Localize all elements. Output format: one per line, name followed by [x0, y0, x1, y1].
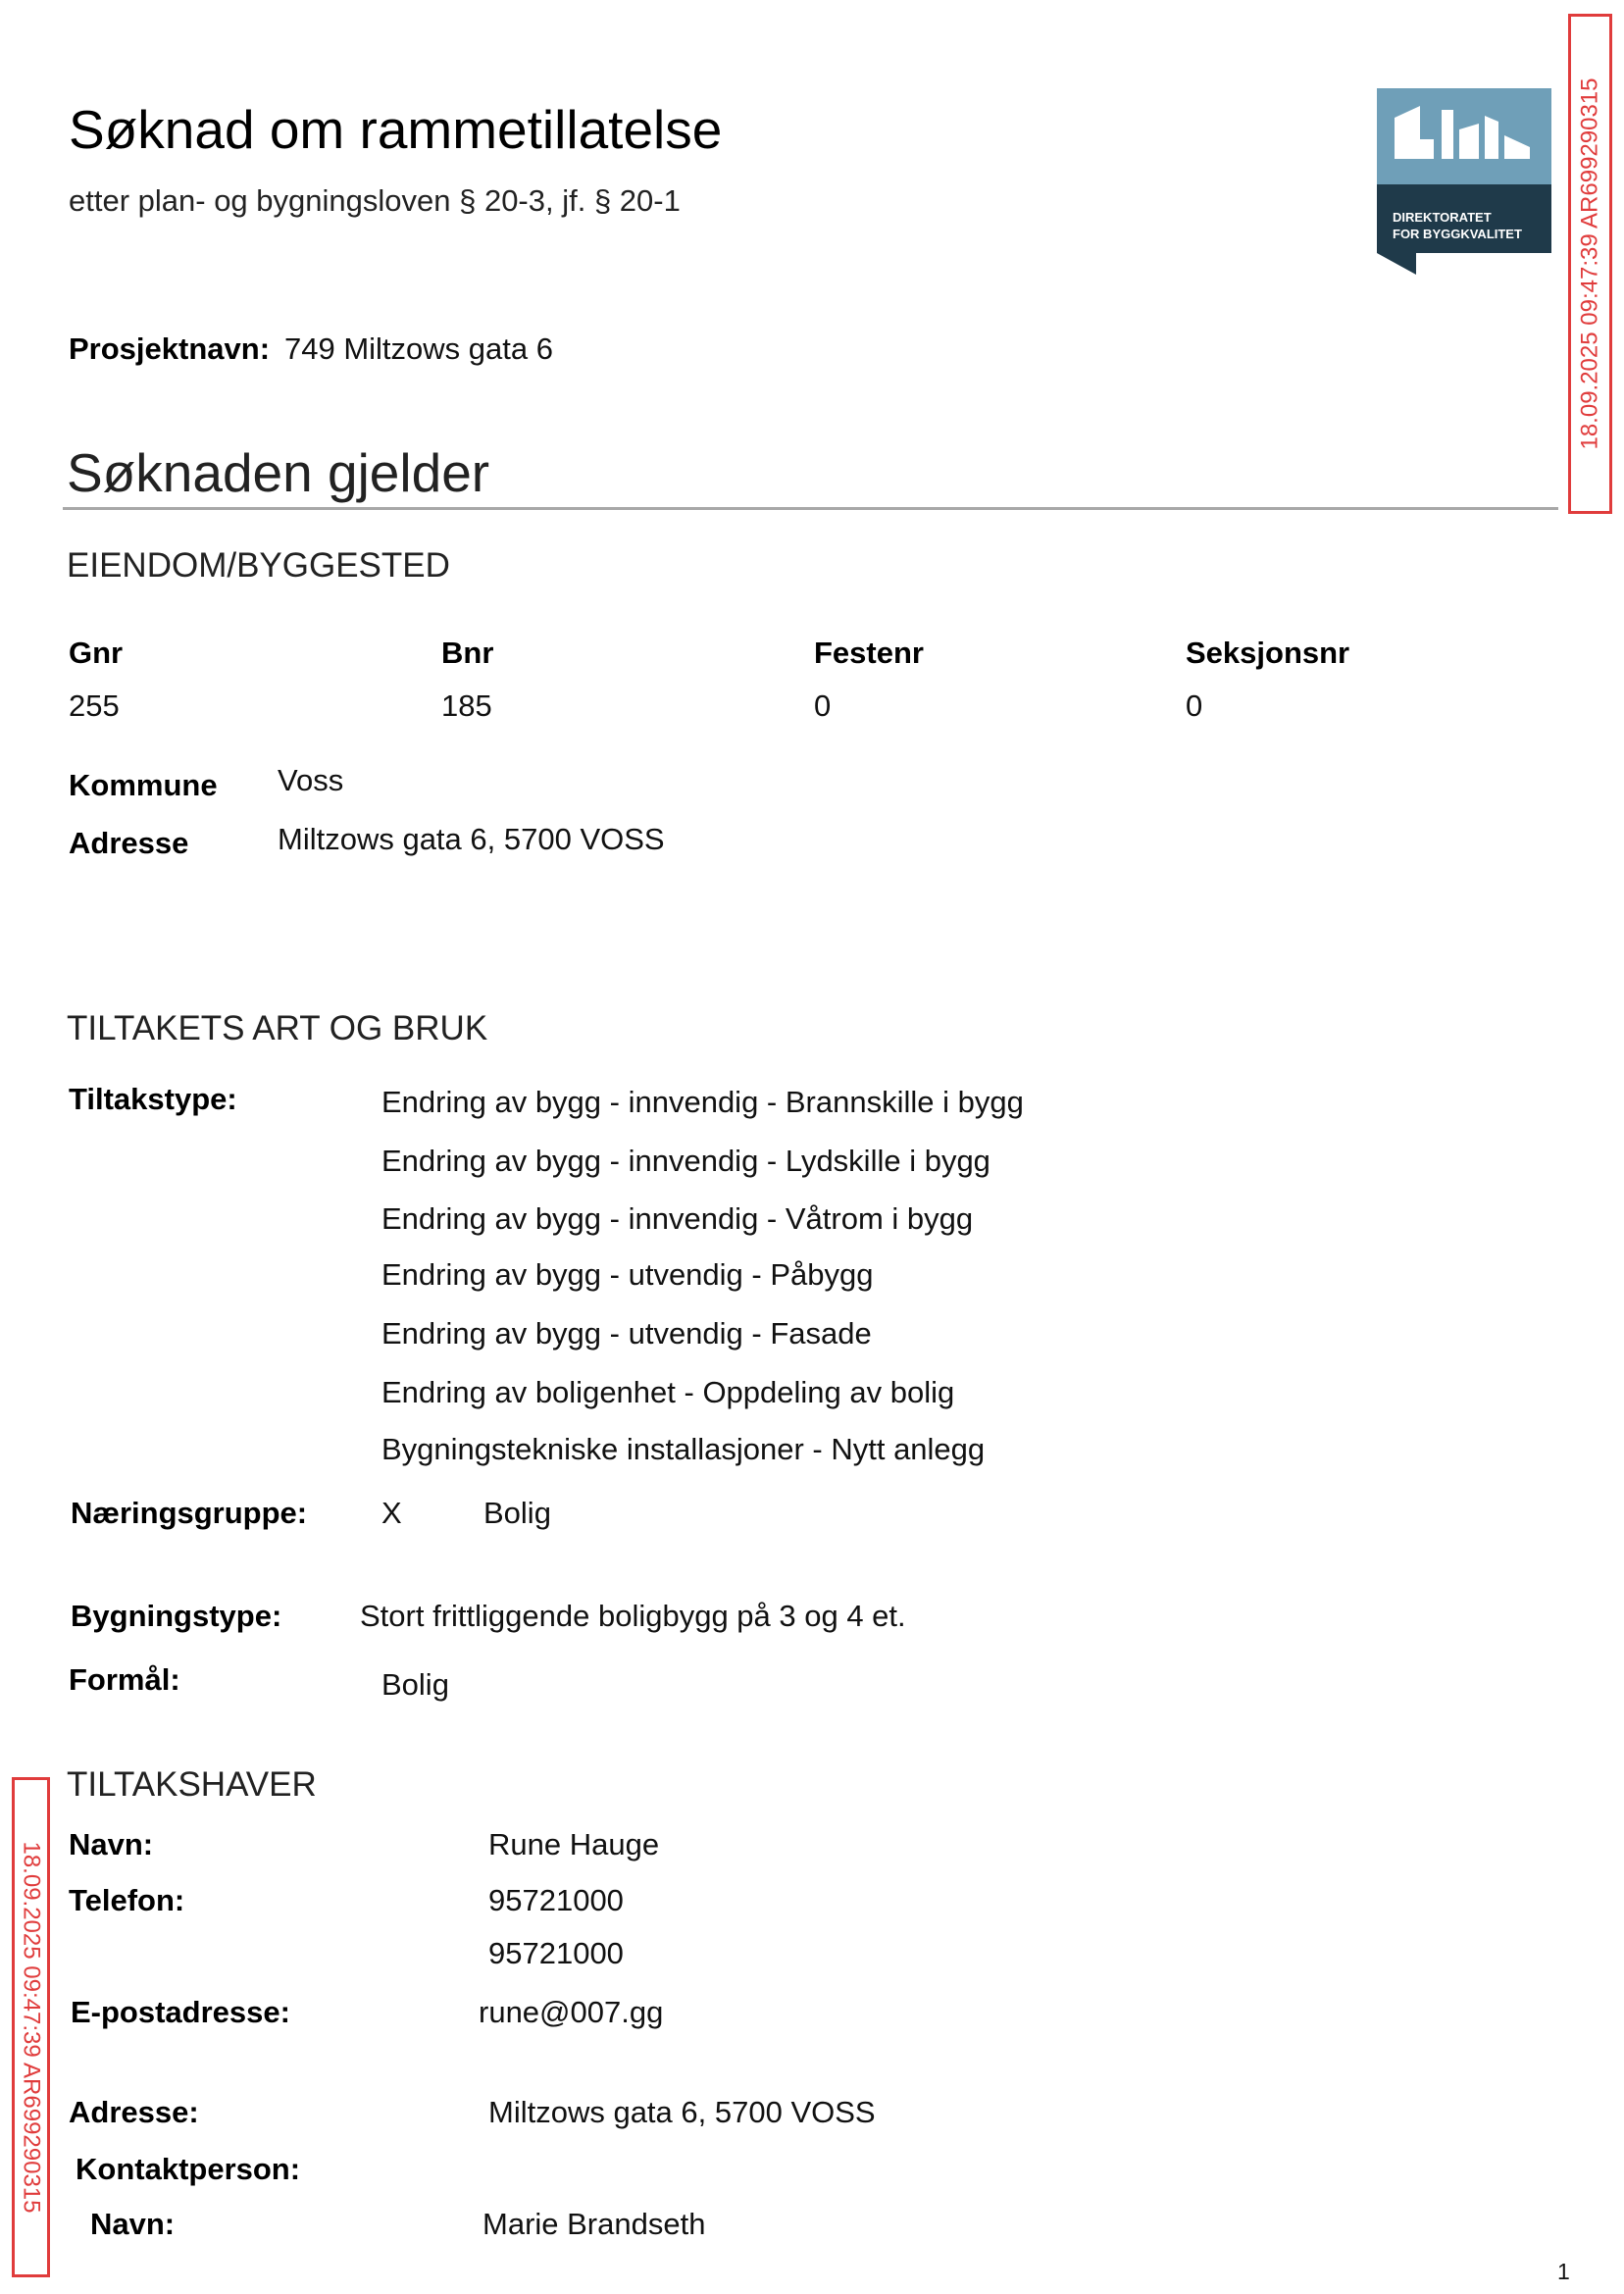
dibk-logo — [1377, 88, 1551, 275]
telefon-value-secondary: 95721000 — [488, 1936, 624, 1970]
receipt-stamp-bottom — [12, 1777, 50, 2277]
naeringsgruppe-code: X — [381, 1496, 402, 1530]
gnr-value: 255 — [69, 688, 120, 723]
tiltakshaver-adresse-label: Adresse: — [69, 2095, 199, 2129]
tiltakstype-item: Endring av bygg - innvendig - Lydskille i bygg — [381, 1144, 990, 1178]
tiltak-heading: TILTAKETS ART OG BRUK — [67, 1009, 488, 1047]
adresse-label: Adresse — [69, 826, 189, 860]
tiltakshaver-heading: TILTAKSHAVER — [67, 1765, 317, 1804]
tiltakshaver-adresse-value: Miltzows gata 6, 5700 VOSS — [488, 2095, 876, 2129]
gnr-label: Gnr — [69, 636, 124, 670]
receipt-stamp-text: 18.09.2025 09:47:39 AR699290315 — [1576, 77, 1603, 450]
bygningstype-value: Stort frittliggende boligbygg på 3 og 4 et. — [360, 1599, 906, 1633]
seksjonsnr-label: Seksjonsnr — [1186, 636, 1350, 670]
svg-text:DIREKTORATET: DIREKTORATET — [1393, 210, 1492, 225]
project-name-label: Prosjektnavn: — [69, 331, 271, 366]
telefon-label: Telefon: — [69, 1883, 185, 1917]
tiltakshaver-navn-value: Rune Hauge — [488, 1827, 660, 1861]
tiltakstype-item: Endring av boligenhet - Oppdeling av bolig — [381, 1375, 955, 1409]
bygningstype-label: Bygningstype: — [71, 1599, 282, 1633]
adresse-value: Miltzows gata 6, 5700 VOSS — [278, 822, 665, 856]
tiltakstype-item: Endring av bygg - innvendig - Brannskille i bygg — [381, 1085, 1024, 1119]
dibk-logo-icon — [1377, 88, 1551, 275]
formal-value: Bolig — [381, 1667, 449, 1702]
receipt-stamp-bottom-text: 18.09.2025 09:47:39 AR699290315 — [18, 1841, 45, 2214]
telefon-value: 95721000 — [488, 1883, 624, 1917]
tiltakstype-item: Endring av bygg - innvendig - Våtrom i bygg — [381, 1201, 974, 1236]
festenr-label: Festenr — [814, 636, 924, 670]
document-subtitle: etter plan- og bygningsloven § 20-3, jf. § 20-1 — [69, 183, 681, 218]
tiltakshaver-navn-label: Navn: — [69, 1827, 154, 1861]
eiendom-heading: EIENDOM/BYGGESTED — [67, 546, 450, 585]
tiltakstype-item: Endring av bygg - utvendig - Fasade — [381, 1316, 872, 1351]
svg-text:FOR BYGGKVALITET: FOR BYGGKVALITET — [1393, 227, 1522, 241]
bnr-label: Bnr — [441, 636, 494, 670]
naeringsgruppe-value: Bolig — [483, 1496, 551, 1530]
naeringsgruppe-label: Næringsgruppe: — [71, 1496, 308, 1530]
epost-value: rune@007.gg — [479, 1995, 664, 2029]
seksjonsnr-value: 0 — [1186, 688, 1203, 723]
section-title: Søknaden gjelder — [67, 442, 490, 503]
receipt-stamp — [1568, 14, 1612, 514]
kontaktperson-navn-value: Marie Brandseth — [482, 2207, 706, 2241]
tiltakstype-item: Endring av bygg - utvendig - Påbygg — [381, 1257, 874, 1292]
section-divider — [63, 507, 1558, 510]
formal-label: Formål: — [69, 1662, 180, 1697]
festenr-value: 0 — [814, 688, 832, 723]
page-number: 1 — [1557, 2259, 1570, 2284]
document-title: Søknad om rammetillatelse — [69, 99, 723, 160]
kommune-value: Voss — [278, 763, 344, 797]
kontaktperson-label: Kontaktperson: — [76, 2152, 301, 2186]
bnr-value: 185 — [441, 688, 492, 723]
epost-label: E-postadresse: — [71, 1995, 290, 2029]
kommune-label: Kommune — [69, 768, 218, 802]
kontaktperson-navn-label: Navn: — [90, 2207, 176, 2241]
project-name-value: 749 Miltzows gata 6 — [284, 331, 553, 366]
tiltakstype-label: Tiltakstype: — [69, 1082, 237, 1116]
tiltakstype-item: Bygningstekniske installasjoner - Nytt anlegg — [381, 1432, 986, 1466]
